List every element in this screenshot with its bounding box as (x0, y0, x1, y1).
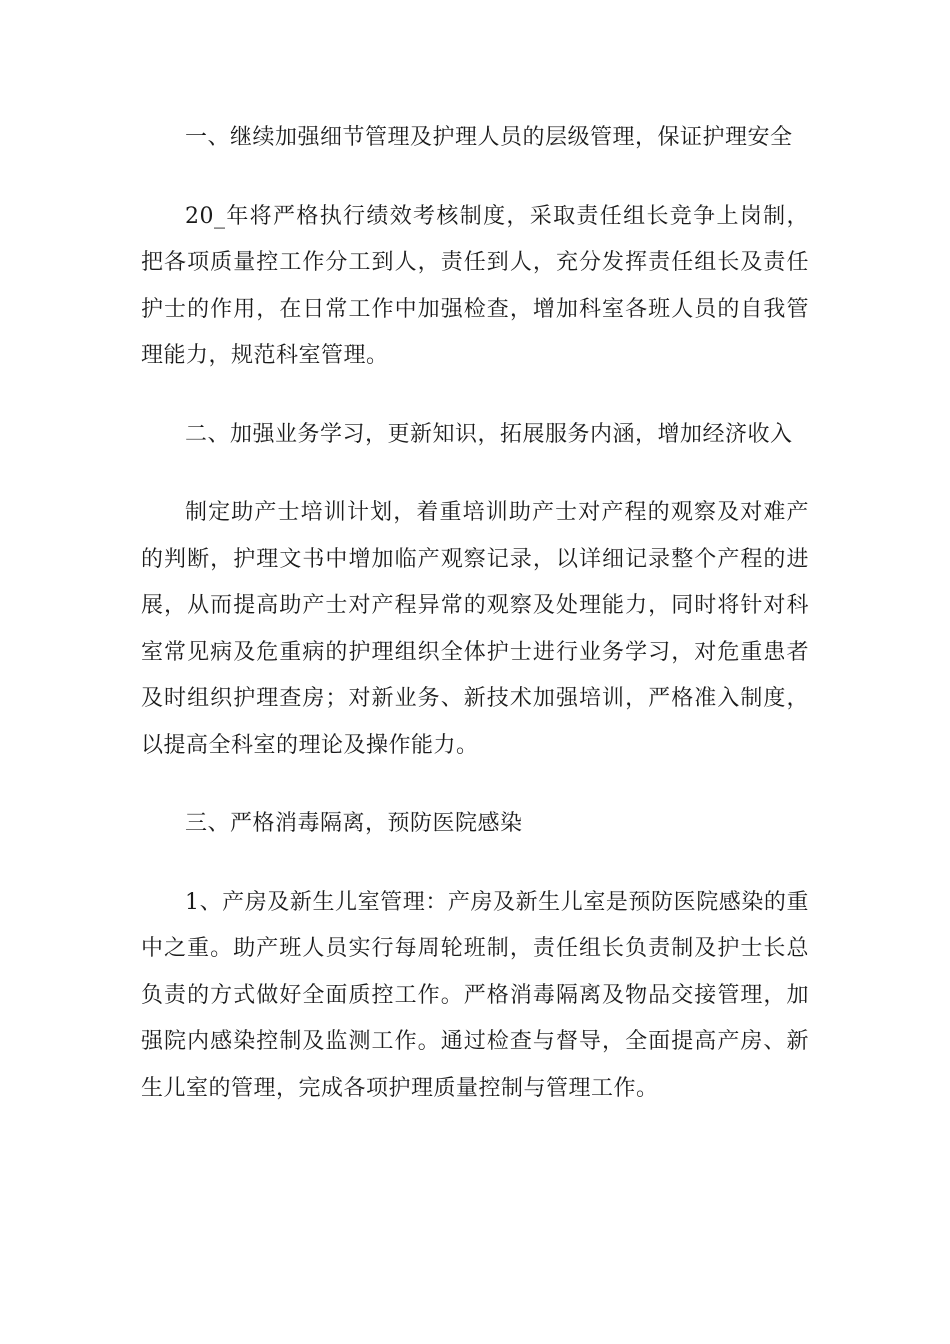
body-paragraph-2: 制定助产士培训计划，着重培训助产士对产程的观察及对难产的判断，护理文书中增加临产观察记录，以详细记录整个产程的进展，从而提高助产士对产程异常的观察及处理能力，同时将针对科室常见病及危重病的护理组织全体护士进行业务学习，对危重患者及时组织护理查房；对新业务、新技术加强培训，严格准入制度，以提高全科室的理论及操作能力。 (141, 500, 809, 758)
section-heading-1: 一、继续加强细节管理及护理人员的层级管理，保证护理安全 (185, 125, 793, 150)
document-body (141, 115, 809, 1112)
section-heading-2: 二、加强业务学习，更新知识，拓展服务内涵，增加经济收入 (185, 421, 793, 447)
body-paragraph-1: 20_年将严格执行绩效考核制度，采取责任组长竞争上岗制，把各项质量控工作分工到人，责任到人，充分发挥责任组长及责任护士的作用，在日常工作中加强检查，增加科室各班人员的自我管理能力，规范科室管理。 (141, 203, 809, 368)
section-heading-3: 三、严格消毒隔离，预防医院感染 (185, 811, 523, 836)
body-paragraph-3: 1、产房及新生儿室管理：产房及新生儿室是预防医院感染的重中之重。助产班人员实行每周轮班制，责任组长负责制及护士长总负责的方式做好全面质控工作。严格消毒隔离及物品交接管理，加强院内感染控制及监测工作。通过检查与督导，全面提高产房、新生儿室的管理，完成各项护理质量控制与管理工作。 (141, 889, 809, 1101)
